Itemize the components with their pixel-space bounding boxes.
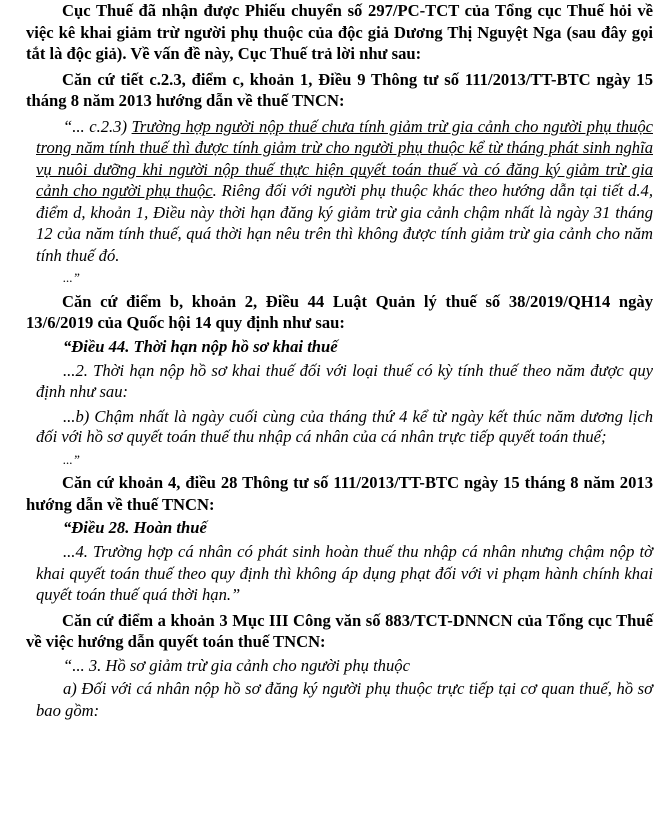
intro-paragraph: Cục Thuế đã nhận được Phiếu chuyển số 297/PC-TCT của Tổng cục Thuế hỏi về việc kê khai giảm trừ người phụ thuộc của độc giả Dương Thị Nguyệt Nga (sau đây gọi tắt là độc giả). Về vấn đề này, Cục Thuế trả lời như sau: <box>26 1 653 63</box>
quote-c23-close: ...” <box>63 270 80 285</box>
quote-883-item3: “... 3. Hồ sơ giảm trừ gia cảnh cho người phụ thuộc <box>63 655 410 675</box>
legal-basis-tax-law-art44: Căn cứ điểm b, khoản 2, Điều 44 Luật Quản lý thuế số 38/2019/QH14 ngày 13/6/2019 của Quốc hội 14 quy định như sau: <box>26 291 653 332</box>
article-28-heading: “Điều 28. Hoàn thuế <box>63 518 207 537</box>
quote-art28-item4: ...4. Trường hợp cá nhân có phát sinh hoàn thuế thu nhập cá nhân nhưng chậm nộp tờ khai quyết toán thuế theo quy định thì không áp dụng phạt đối với vi phạm hành chính khai quyết toán thuế quá thời hạn.” <box>36 542 653 604</box>
quote-c23-rest: . Riêng đối với người phụ thuộc khác theo hướng dẫn tại tiết d.4, điểm d, khoản 1, Điều này thời hạn đăng ký giảm trừ gia cảnh chậm nhất là ngày 31 tháng 12 của năm tính thuế, quá thời hạn nêu trên thì không được tính giảm trừ gia cảnh cho năm tính thuế đó. <box>36 181 653 265</box>
quote-c23-underlined: Trường hợp người nộp thuế chưa tính giảm trừ gia cảnh cho người phụ thuộc trong năm tính thuế thì được tính giảm trừ cho người phụ thuộc kể từ tháng phát sinh nghĩa vụ nuôi dưỡng khi người nộp thuế thực hiện quyết toán thuế và có đăng ký giảm trừ gia cảnh cho người phụ thuộc <box>36 116 653 200</box>
legal-basis-official-letter-883: Căn cứ điểm a khoản 3 Mục III Công văn số 883/TCT-DNNCN của Tổng cục Thuế về việc hướng dẫn quyết toán thuế TNCN: <box>26 610 653 651</box>
article-44-heading: “Điều 44. Thời hạn nộp hồ sơ khai thuế <box>63 336 338 356</box>
quote-c23-open: “... c.2.3) <box>63 116 132 136</box>
quote-c23 <box>26 116 653 267</box>
quote-art44-close: ...” <box>63 451 80 467</box>
legal-basis-circular-111-art9: Căn cứ tiết c.2.3, điểm c, khoản 1, Điều 9 Thông tư số 111/2013/TT-BTC ngày 15 tháng 8 năm 2013 hướng dẫn về thuế TNCN: <box>26 69 653 110</box>
quote-art44-item2: ...2. Thời hạn nộp hồ sơ khai thuế đối với loại thuế có kỳ tính thuế theo năm được quy định như sau: <box>36 360 653 401</box>
quote-art44-item-b: ...b) Chậm nhất là ngày cuối cùng của tháng thứ 4 kể từ ngày kết thúc năm dương lịch đối với hồ sơ quyết toán thuế thu nhập cá nhân của cá nhân trực tiếp quyết toán thuế; <box>36 406 653 446</box>
quote-883-item-a: a) Đối với cá nhân nộp hồ sơ đăng ký người phụ thuộc trực tiếp tại cơ quan thuế, hồ sơ bao gồm: <box>36 679 653 720</box>
legal-basis-circular-111-art28: Căn cứ khoản 4, điều 28 Thông tư số 111/2013/TT-BTC ngày 15 tháng 8 năm 2013 hướng dẫn về thuế TNCN: <box>26 473 653 514</box>
